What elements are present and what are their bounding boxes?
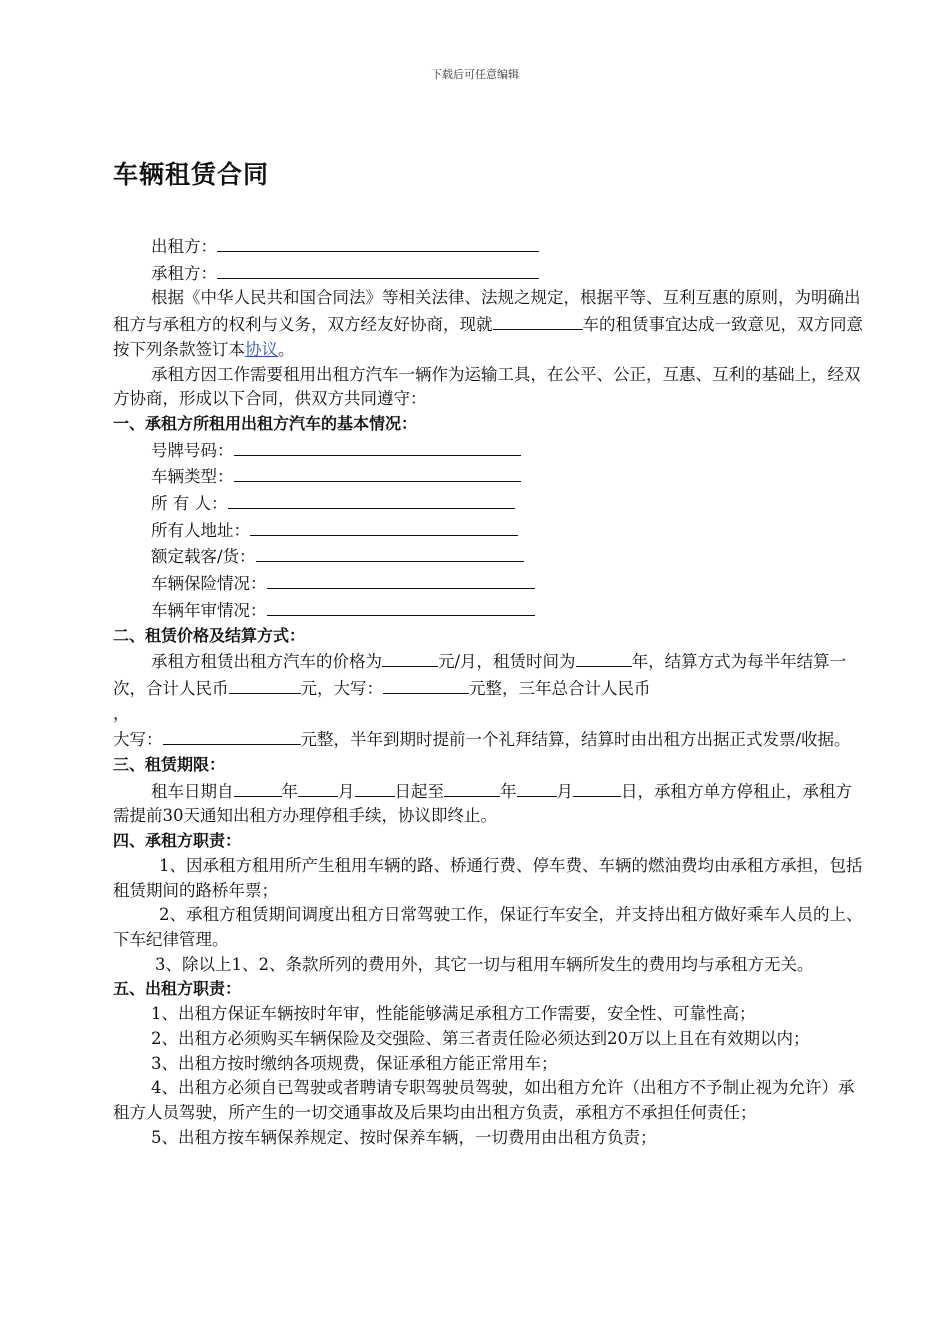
price-text: 元整，半年到期时提前一个礼拜结算，结算时由出租方出据正式发票/收据。 [300,730,851,750]
field-capacity [113,543,863,570]
price-text: 年，结算方式为每半年结算一次，合计人民币 [113,652,847,698]
field-label: 额定载客/货： [151,547,256,567]
lessee-duty-item: 3、除以上1、2、条款所列的费用外，其它一切与租用车辆所发生的费用均与承租方无关。 [155,954,814,974]
price-text: ， [113,703,130,723]
section-5-heading: 五、出租方职责： [113,979,242,999]
field-label: 号牌号码： [151,440,234,460]
lessee-line [113,260,863,287]
field-plate [113,437,863,464]
price-paragraph-cont [113,726,863,753]
contract-body [113,233,863,1150]
field-vehicle-type [113,463,863,490]
price-text: 元/月，租赁时间为 [438,652,576,672]
intro-paragraph-2: 承租方因工作需要租用出租方汽车一辆作为运输工具，在公平、公正，互惠、互利的基础上，经双方协商，形成以下合同，供双方共同遵守： [113,364,861,409]
price-text: 元，大写： [300,678,383,698]
date-blank [355,778,395,797]
lessor-duty-item: 3、出租方按时缴纳各项规费，保证承租方能正常用车； [151,1053,558,1073]
field-inspection [113,597,863,624]
period-text: 年 [500,781,517,801]
field-insurance [113,570,863,597]
price-text: 元整，三年总合计人民币 [469,678,651,698]
vehicle-blank [493,311,583,330]
price-text: 承租方租赁出租方汽车的价格为 [151,652,382,672]
field-blank [228,490,515,509]
price-paragraph [113,648,863,726]
field-owner-address [113,517,863,544]
period-text: 月 [338,781,355,801]
lessor-label: 出租方： [151,237,217,256]
section-2-heading: 二、租赁价格及结算方式： [113,625,306,645]
total-blank [229,675,301,694]
period-text: 年 [281,781,298,801]
field-blank [234,437,521,456]
lessor-duty-item: 4、出租方必须自已驾驶或者聘请专职驾驶员驾驶，如出租方允许（出租方不予制止视为允许）承租方人员驾驶，所产生的一切交通事故及后果均由出租方负责，承租方不承担任何责任； [113,1078,855,1122]
field-blank [234,463,521,482]
term-blank [576,648,632,667]
period-text: 月 [556,781,573,801]
intro-p1-end: 。 [278,339,295,359]
lessor-line [113,233,863,260]
field-blank [256,543,524,562]
period-text: 日，承租方单方停租止，承租方需提前30天通知出租方办理停租手续，协议即终止。 [113,781,852,826]
lessee-duty-item: 1、因承租方租用所产生租用车辆的路、桥通行费、停车费、车辆的燃油费均由承租方承担，包括租赁期间的路桥年票； [113,855,863,900]
field-blank [267,597,535,616]
field-label: 所 有 人： [151,494,228,514]
field-owner [113,490,863,517]
lessor-duty-item: 1、出租方保证车辆按时年审，性能能够满足承租方工作需要，安全性、可靠性高； [151,1004,756,1024]
lessor-duty-item: 5、出租方按车辆保养规定、按时保养车辆，一切费用由出租方负责； [151,1127,657,1147]
amount-words-blank [383,675,469,694]
date-blank [298,778,338,797]
period-text: 日起至 [394,781,444,801]
agreement-link[interactable]: 协议 [245,339,278,359]
period-paragraph [113,778,863,829]
field-label: 车辆年审情况： [151,600,267,620]
price-blank [382,648,438,667]
field-label: 车辆保险情况： [151,574,267,594]
section-4-heading: 四、承租方职责： [113,831,242,851]
intro-paragraph-1 [113,286,863,362]
field-label: 车辆类型： [151,467,234,487]
lessor-blank [217,233,539,252]
date-blank [234,778,282,797]
grand-total-blank [163,726,301,745]
section-3-heading: 三、租赁期限： [113,755,226,775]
field-label: 所有人地址： [151,520,250,540]
header-note: 下载后可任意编辑 [431,68,519,81]
lessee-label: 承租方： [151,263,217,283]
lessee-blank [217,260,539,279]
date-blank [444,778,500,797]
field-blank [250,517,518,536]
date-blank [573,778,621,797]
intro-p1-a: 根据《中华人民共和国合同法》等相关法律、法规之规定，根据平等、互利互惠的原则，为明确出租方与承租方的权利与义务，双方经友好协商，现就 [113,288,861,335]
date-blank [517,778,557,797]
price-text: 大写： [113,730,163,750]
intro-p1-b: 车的租赁事宜达成一致意见，双方同意按下列条款签订本 [113,315,863,359]
document-title: 车辆租赁合同 [113,160,270,189]
field-blank [267,570,535,589]
section-1-heading: 一、承租方所租用出租方汽车的基本情况： [113,413,418,433]
lessor-duty-item: 2、出租方必须购买车辆保险及交强险、第三者责任险必须达到20万以上且在有效期以内； [151,1028,810,1048]
period-text: 租车日期自 [151,781,234,801]
lessee-duty-item: 2、承租方租赁期间调度出租方日常驾驶工作，保证行车安全，并支持出租方做好乘车人员的上、下车纪律管理。 [113,905,863,949]
